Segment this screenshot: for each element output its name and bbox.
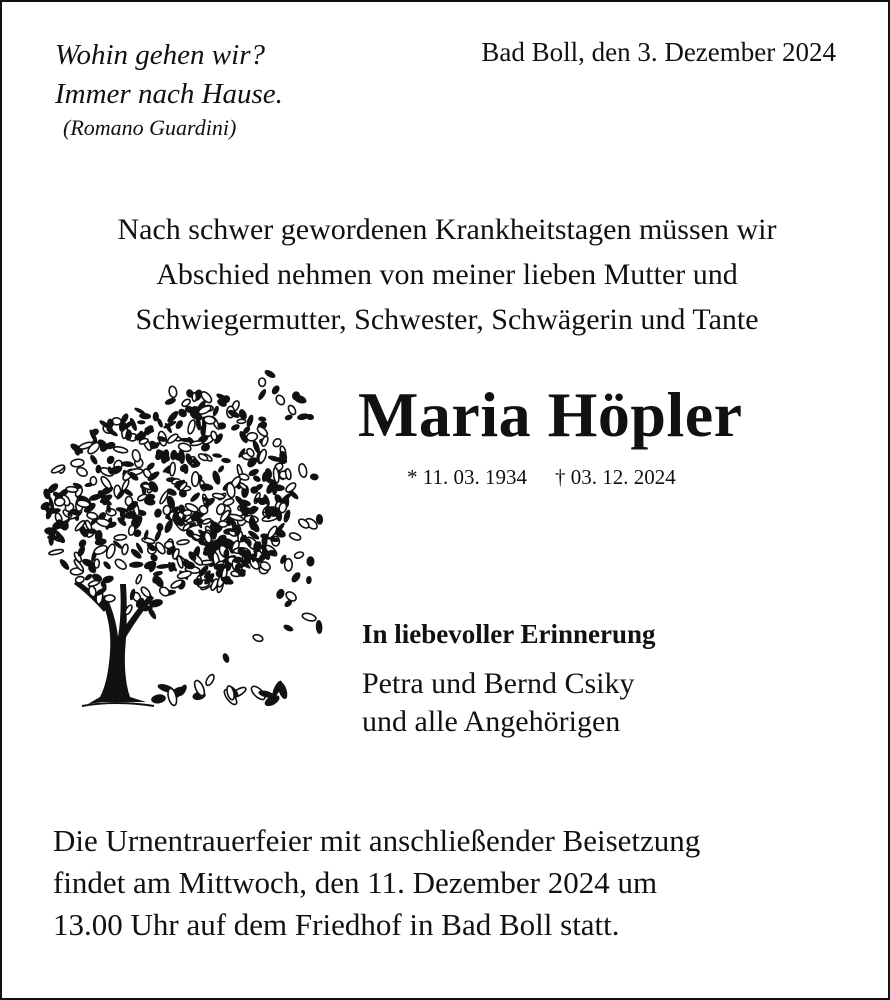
ceremony-line-3: 13.00 Uhr auf dem Friedhof in Bad Boll statt.: [53, 907, 620, 942]
birth-date: * 11. 03. 1934: [407, 465, 527, 489]
place-date: Bad Boll, den 3. Dezember 2024: [481, 37, 836, 67]
mourners-line-1: Petra und Bernd Csiky: [362, 667, 635, 700]
life-dates: [407, 462, 676, 492]
quote-block: [55, 36, 283, 142]
ceremony-line-1: Die Urnentrauerfeier mit anschließender Beisetzung: [53, 823, 701, 858]
quote-author: (Romano Guardini): [63, 115, 237, 140]
memory-title: In liebevoller Erinnerung: [362, 619, 656, 649]
deceased-name: Maria Höpler: [358, 379, 743, 450]
ceremony-line-2: findet am Mittwoch, den 11. Dezember 2024 um: [53, 865, 658, 900]
intro-text: [2, 207, 890, 342]
mourners: [362, 665, 634, 741]
ceremony-text: [53, 820, 700, 946]
mourners-line-2: und alle Angehörigen: [362, 705, 621, 738]
quote-line-2: Immer nach Hause.: [55, 78, 283, 110]
intro-line-2: Abschied nehmen von meiner lieben Mutter und: [156, 258, 738, 291]
intro-line-3: Schwiegermutter, Schwester, Schwägerin und Tante: [135, 303, 759, 336]
tree-illustration: [30, 362, 340, 712]
death-date: † 03. 12. 2024: [554, 465, 676, 489]
intro-line-1: Nach schwer gewordenen Krankheitstagen müssen wir: [117, 213, 777, 246]
quote-line-1: Wohin gehen wir?: [55, 39, 265, 71]
